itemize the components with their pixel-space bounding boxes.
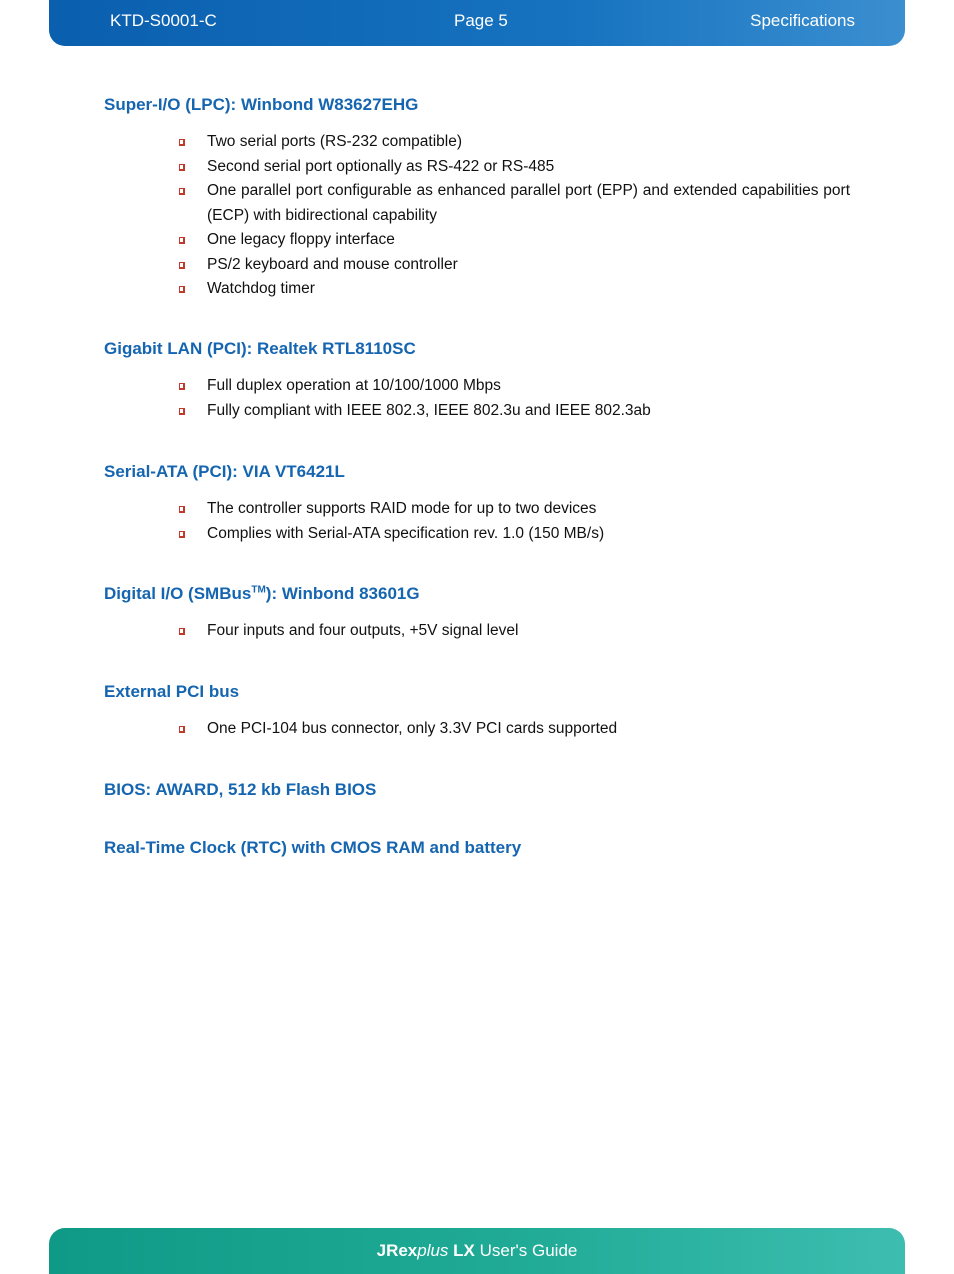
checkbox-bullet-icon [179, 188, 185, 195]
chapter-title: Specifications [750, 11, 855, 30]
section-heading-serial-ata: Serial-ATA (PCI): VIA VT6421L [104, 462, 345, 481]
checkbox-bullet-icon [179, 628, 185, 635]
list-gigabit-lan [179, 374, 850, 423]
section-heading-bios: BIOS: AWARD, 512 kb Flash BIOS [104, 780, 377, 799]
list-item: Fully compliant with IEEE 802.3, IEEE 802.3u and IEEE 802.3ab [179, 399, 850, 424]
checkbox-bullet-icon [179, 262, 185, 269]
list-item: Two serial ports (RS-232 compatible) [179, 130, 850, 155]
checkbox-bullet-icon [179, 237, 185, 244]
list-item: One legacy floppy interface [179, 228, 850, 253]
trademark-superscript: TM [251, 584, 266, 596]
section-heading-super-io: Super-I/O (LPC): Winbond W83627EHG [104, 95, 419, 114]
list-external-pci [179, 717, 850, 742]
list-super-io [179, 130, 850, 302]
section-heading-rtc: Real-Time Clock (RTC) with CMOS RAM and battery [104, 838, 522, 857]
list-item: Second serial port optionally as RS-422 or RS-485 [179, 155, 850, 180]
section-heading-digital-io: Digital I/O (SMBus™): Winbond 83601G [104, 584, 420, 603]
checkbox-bullet-icon [179, 408, 185, 415]
checkbox-bullet-icon [179, 383, 185, 390]
list-item: Complies with Serial-ATA specification rev. 1.0 (150 MB/s) [179, 522, 850, 547]
checkbox-bullet-icon [179, 726, 185, 733]
guide-title [49, 1241, 905, 1261]
checkbox-bullet-icon [179, 139, 185, 146]
list-digital-io [179, 619, 850, 644]
list-serial-ata [179, 497, 850, 546]
checkbox-bullet-icon [179, 506, 185, 513]
page-number: Page 5 [454, 11, 508, 30]
checkbox-bullet-icon [179, 164, 185, 171]
list-item: The controller supports RAID mode for up to two devices [179, 497, 850, 522]
section-heading-external-pci: External PCI bus [104, 682, 240, 701]
list-item: One parallel port configurable as enhanced parallel port (EPP) and extended capabilities port (ECP) with bidirectional capability [179, 179, 850, 228]
section-heading-gigabit-lan: Gigabit LAN (PCI): Realtek RTL8110SC [104, 339, 416, 358]
document-id: KTD-S0001-C [110, 11, 217, 30]
list-item: One PCI-104 bus connector, only 3.3V PCI cards supported [179, 717, 850, 742]
list-item: Watchdog timer [179, 277, 850, 302]
list-item: PS/2 keyboard and mouse controller [179, 253, 850, 278]
model-name: LX [453, 1241, 475, 1260]
brand-suffix: plus [417, 1241, 449, 1260]
page-header [49, 0, 905, 46]
brand-name: JRex [376, 1241, 418, 1260]
checkbox-bullet-icon [179, 286, 185, 293]
page-footer [49, 1228, 905, 1274]
list-item: Four inputs and four outputs, +5V signal level [179, 619, 850, 644]
guide-label: User's Guide [479, 1241, 578, 1260]
checkbox-bullet-icon [179, 531, 185, 538]
list-item: Full duplex operation at 10/100/1000 Mbps [179, 374, 850, 399]
